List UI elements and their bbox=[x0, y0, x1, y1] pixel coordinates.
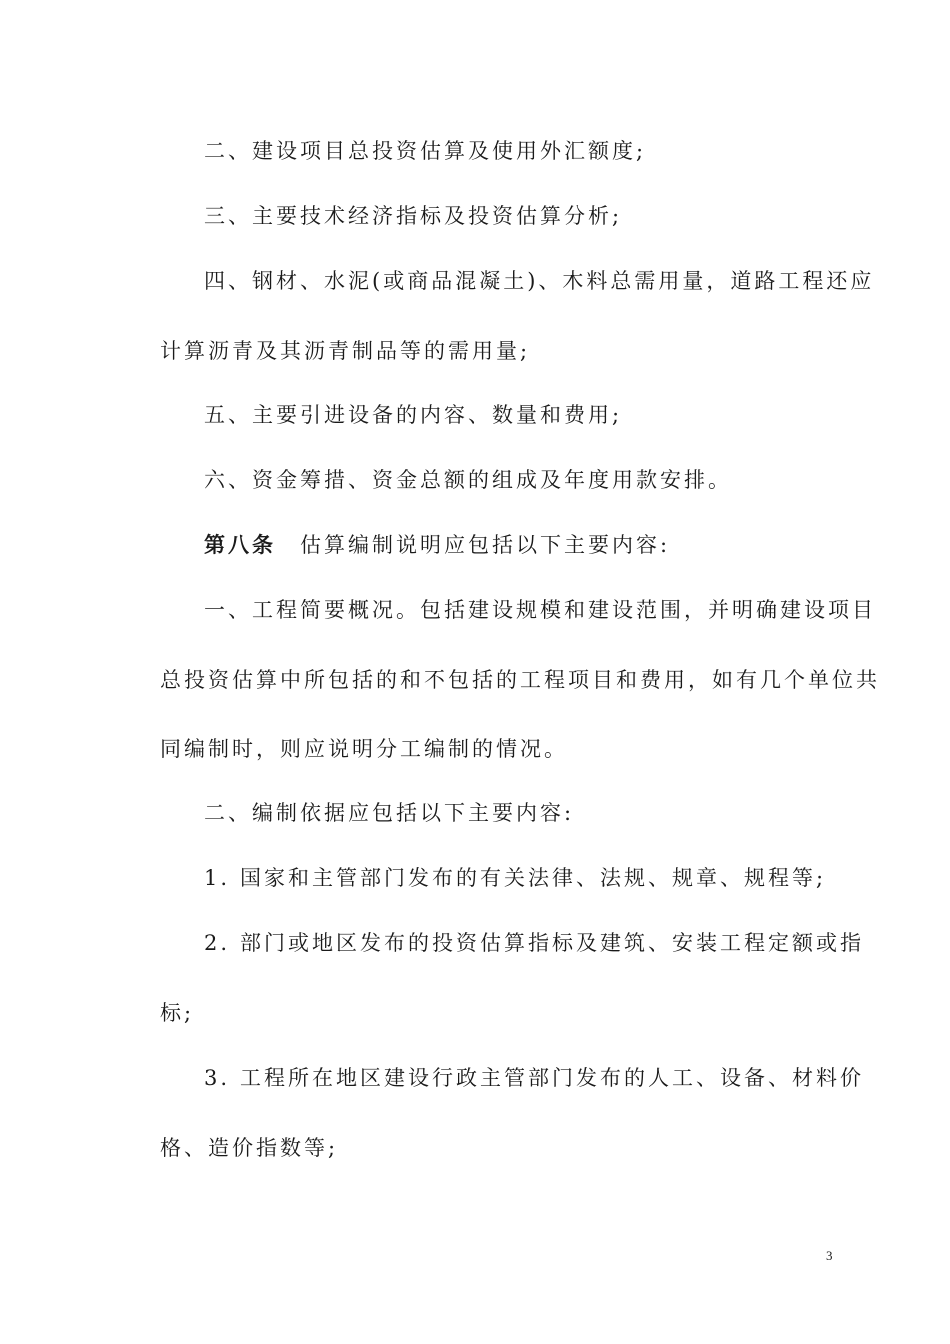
list-number: 3. bbox=[204, 1066, 231, 1090]
line-text: 六、资金筹措、资金总额的组成及年度用款安排。 bbox=[204, 468, 732, 492]
line-text: 国家和主管部门发布的有关法律、法规、规章、规程等; bbox=[240, 866, 827, 890]
basis-item-2-continuation bbox=[160, 998, 835, 1028]
list-number: 2. bbox=[204, 931, 231, 955]
page-number: 3 bbox=[826, 1248, 833, 1263]
item-four-materials bbox=[204, 266, 875, 296]
list-number: 1. bbox=[204, 866, 231, 890]
line-text: 五、主要引进设备的内容、数量和费用; bbox=[204, 403, 623, 427]
line-text: 总投资估算中所包括的和不包括的工程项目和费用，如有几个单位共 bbox=[160, 668, 880, 692]
item-five-equipment bbox=[204, 400, 835, 430]
line-text: 四、钢材、水泥(或商品混凝土)、木料总需用量，道路工程还应 bbox=[204, 269, 875, 293]
sub-item-two-basis bbox=[204, 798, 835, 828]
line-text: 一、工程简要概况。包括建设规模和建设范围，并明确建设项目 bbox=[204, 598, 876, 622]
article-text: 估算编制说明应包括以下主要内容: bbox=[300, 533, 671, 557]
item-four-continuation bbox=[160, 336, 835, 366]
line-text: 工程所在地区建设行政主管部门发布的人工、设备、材料价 bbox=[240, 1066, 865, 1090]
item-three-indicators bbox=[204, 201, 835, 231]
line-text: 三、主要技术经济指标及投资估算分析; bbox=[204, 204, 623, 228]
basis-item-3 bbox=[204, 1063, 865, 1093]
line-text: 部门或地区发布的投资估算指标及建筑、安装工程定额或指 bbox=[240, 931, 865, 955]
sub-item-one-continuation-2 bbox=[160, 734, 835, 764]
basis-item-3-continuation bbox=[160, 1133, 835, 1163]
item-six-funding bbox=[204, 465, 835, 495]
sub-item-one-continuation-1 bbox=[160, 665, 880, 695]
basis-item-2 bbox=[204, 928, 865, 958]
line-text: 二、建设项目总投资估算及使用外汇额度; bbox=[204, 139, 647, 163]
line-text: 计算沥青及其沥青制品等的需用量; bbox=[160, 339, 531, 363]
basis-item-1 bbox=[204, 863, 835, 893]
item-two-investment-estimate bbox=[204, 136, 835, 166]
line-text: 标; bbox=[160, 1001, 195, 1025]
line-text: 二、编制依据应包括以下主要内容: bbox=[204, 801, 575, 825]
sub-item-one-overview bbox=[204, 595, 876, 625]
line-text: 格、造价指数等; bbox=[160, 1136, 339, 1160]
article-eight bbox=[204, 530, 835, 560]
line-text: 同编制时，则应说明分工编制的情况。 bbox=[160, 737, 568, 761]
article-heading: 第八条 bbox=[204, 532, 276, 557]
